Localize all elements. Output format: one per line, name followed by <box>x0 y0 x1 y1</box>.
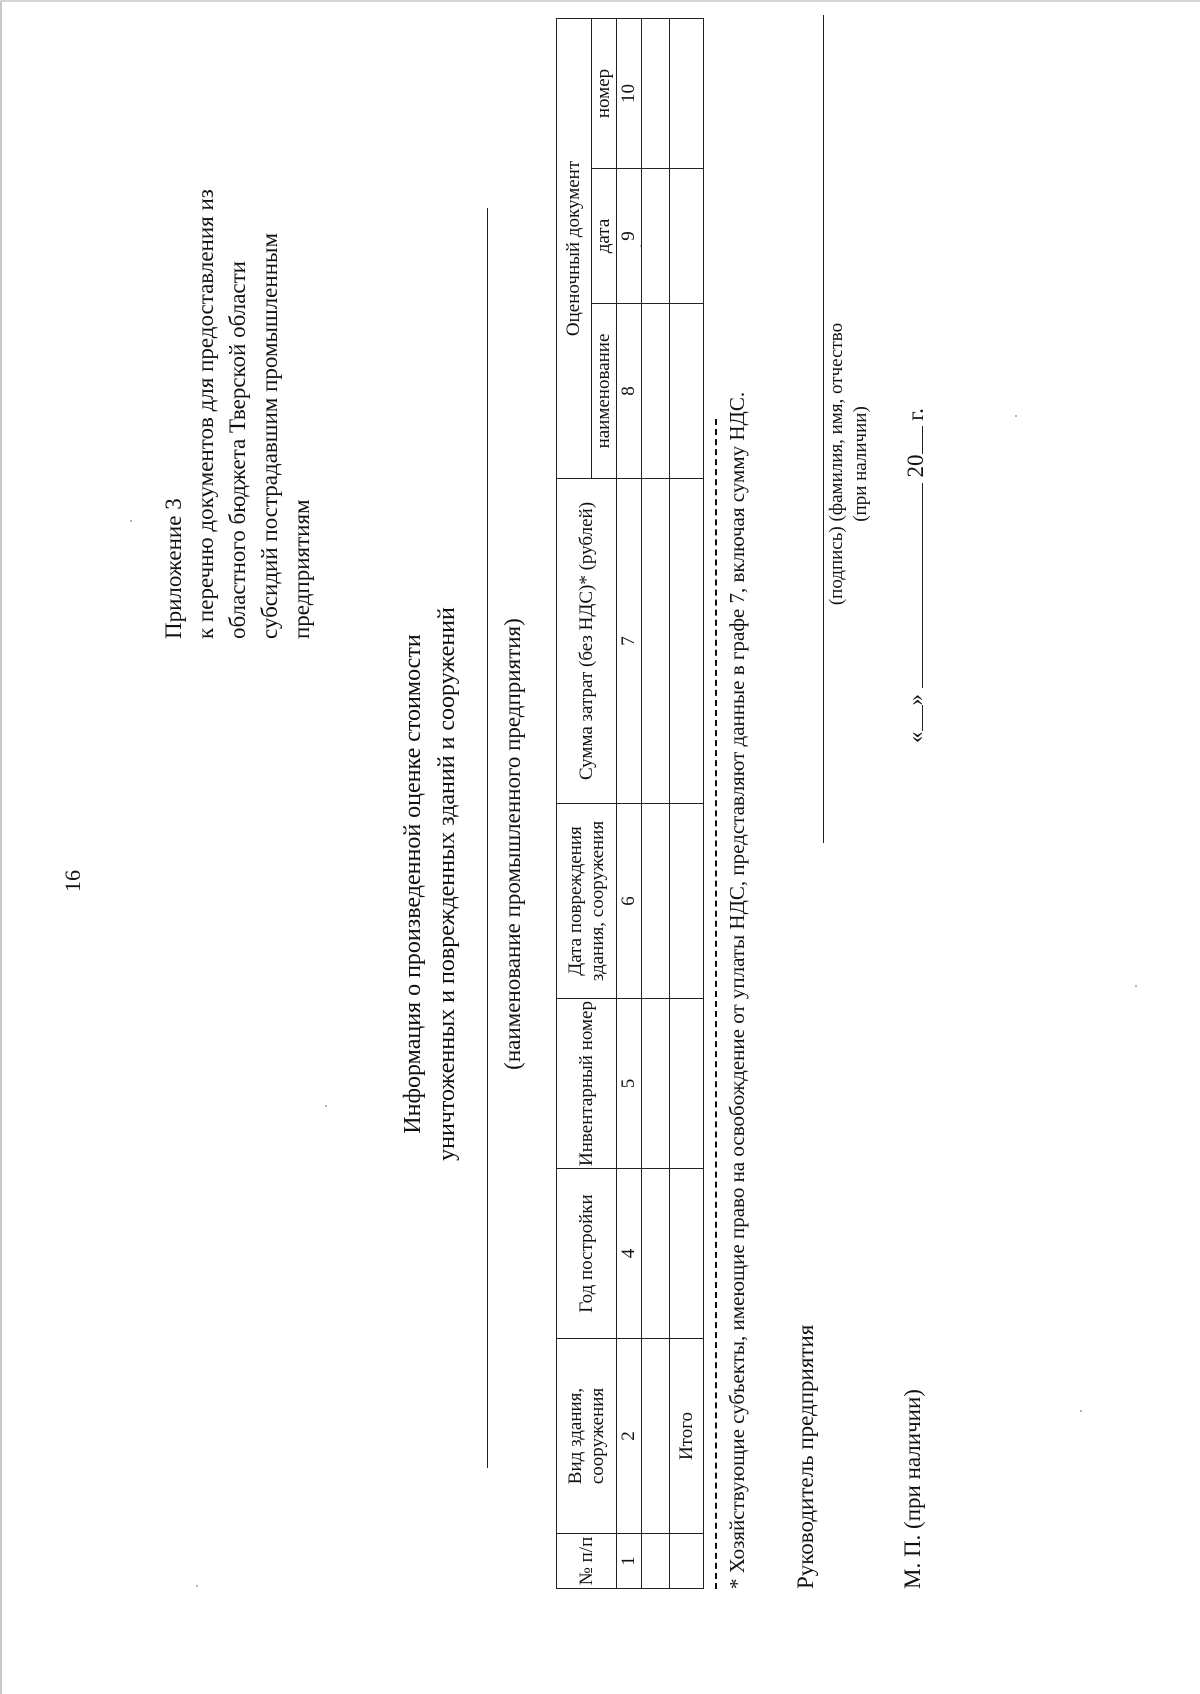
total-label: Итого <box>670 1339 704 1534</box>
signature-caption <box>825 114 873 814</box>
signature-caption-line: (подпись) (фамилия, имя, отчество <box>826 322 847 606</box>
enterprise-name-caption: (наименование промышленного предприятия) <box>500 618 525 1070</box>
table-cell[interactable] <box>642 479 670 804</box>
day-blank[interactable] <box>900 706 923 732</box>
table-cell[interactable] <box>642 999 670 1169</box>
table-cell[interactable] <box>670 804 704 999</box>
table-cell[interactable] <box>642 804 670 999</box>
column-number: 10 <box>617 18 642 168</box>
date-close-quote: » <box>903 694 928 706</box>
valuation-table <box>556 18 704 1589</box>
table-cell[interactable] <box>642 169 670 304</box>
title-line: Информация о произведенной оценке стоимости <box>400 634 426 1134</box>
table-cell[interactable] <box>642 304 670 479</box>
table-cell[interactable] <box>670 479 704 804</box>
column-number: 2 <box>617 1339 642 1534</box>
column-number: 4 <box>617 1169 642 1339</box>
header-type: Вид здания, сооружения <box>557 1339 617 1534</box>
year-suffix: г. <box>903 408 928 421</box>
table-cell[interactable] <box>670 1169 704 1339</box>
date-field <box>900 408 929 743</box>
column-number-row <box>617 18 642 1588</box>
page-number: 16 <box>60 870 85 892</box>
table-cell[interactable] <box>670 169 704 304</box>
table-row <box>642 18 670 1588</box>
header-year: Год постройки <box>557 1169 617 1339</box>
head-of-enterprise-label: Руководитель предприятия <box>793 1324 818 1589</box>
table-cell[interactable] <box>670 18 704 168</box>
footnote: * Хозяйствующие субъекты, имеющие право на освобождение от уплаты НДС, представляют данные в графе 7, включая сумму НДС. <box>725 391 749 1589</box>
title-line: уничтоженных и поврежденных зданий и сооружений <box>434 607 460 1161</box>
header-doc-name: наименование <box>592 304 617 479</box>
column-number: 9 <box>617 169 642 304</box>
column-number: 7 <box>617 479 642 804</box>
date-open-quote: « <box>903 731 928 743</box>
header-valuation-doc: Оценочный документ <box>557 18 592 478</box>
column-number: 8 <box>617 304 642 479</box>
table-cell[interactable] <box>642 18 670 168</box>
table-cell[interactable] <box>642 1339 670 1534</box>
month-blank[interactable] <box>900 483 923 688</box>
enterprise-name-field[interactable] <box>487 208 488 1468</box>
appendix-line: областного бюджета Тверской области <box>225 261 250 639</box>
appendix-line: предприятиям <box>289 499 314 639</box>
appendix-heading <box>158 79 318 639</box>
column-number: 6 <box>617 804 642 999</box>
signature-caption-line: (при наличии) <box>850 406 871 522</box>
table-cell[interactable] <box>670 999 704 1169</box>
table-cell[interactable] <box>642 1534 670 1589</box>
appendix-line: к перечню документов для предоставления из <box>193 189 218 639</box>
header-cost: Сумма затрат (без НДС)* (рублей) <box>557 479 617 804</box>
header-doc-date: дата <box>592 169 617 304</box>
document-title <box>396 504 464 1264</box>
column-number: 5 <box>617 999 642 1169</box>
column-number: 1 <box>617 1534 642 1589</box>
year-prefix: 20 <box>903 454 928 478</box>
table-cell[interactable] <box>642 1169 670 1339</box>
signature-field[interactable] <box>823 15 824 843</box>
total-row <box>670 18 704 1588</box>
header-doc-number: номер <box>592 18 617 168</box>
appendix-line: Приложение 3 <box>161 498 186 639</box>
stamp-label: М. П. (при наличии) <box>900 1389 925 1589</box>
table-cell[interactable] <box>670 1534 704 1589</box>
appendix-line: субсидий пострадавшим промышленным <box>257 232 282 639</box>
year-blank[interactable] <box>900 427 923 455</box>
header-inventory: Инвентарный номер <box>557 999 617 1169</box>
table-cell[interactable] <box>670 304 704 479</box>
footnote-separator <box>715 419 717 1589</box>
header-num: № п/п <box>557 1534 617 1589</box>
header-damage-date: Дата повреждения здания, сооружения <box>557 804 617 999</box>
